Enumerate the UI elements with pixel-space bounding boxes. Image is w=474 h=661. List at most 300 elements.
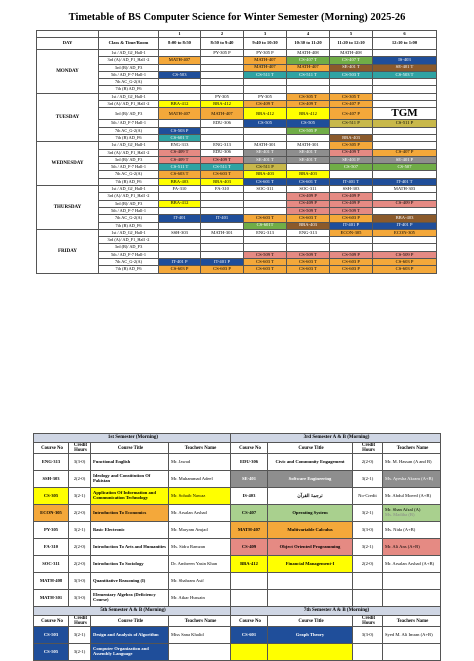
course-cell: PY-305 <box>201 93 244 100</box>
course-title: Basic Electronic <box>91 522 169 539</box>
course-cell <box>330 127 373 134</box>
day-label: MONDAY <box>37 50 99 94</box>
course-cell <box>330 79 373 86</box>
course-cell: CS-409 T <box>287 101 330 108</box>
course-cell <box>159 64 201 71</box>
course-cell: SOC-311 <box>244 186 287 193</box>
day-label: FRIDAY <box>37 229 99 273</box>
teacher-name: Mr. Shan Afzal (A) Ms. Madiha (B) <box>383 505 441 522</box>
course-row <box>34 539 441 556</box>
course-cell <box>330 171 373 178</box>
teacher-name: Mr. Arsalan Arshad (A+B) <box>383 556 441 573</box>
course-cell: IT-401 <box>201 215 244 222</box>
course-cell: CS-603 P <box>159 266 201 273</box>
course-cell: CS-603 P <box>330 266 373 273</box>
credit-hours: 3(3-0) <box>69 590 91 607</box>
course-cell <box>373 193 437 200</box>
course-cell <box>201 71 244 78</box>
column-header: Credit Hours <box>69 616 91 627</box>
course-cell <box>244 127 287 134</box>
header-blank <box>37 31 99 38</box>
course-cell: CS-503 <box>159 71 201 78</box>
course-cell: IS-403 <box>373 57 437 64</box>
course-cell <box>159 86 201 93</box>
course-cell: CS-601 T <box>159 134 201 141</box>
teacher-name: Ms. Sidra Ramzan <box>169 539 231 556</box>
course-cell: BBA-403 <box>287 171 330 178</box>
course-title <box>268 590 353 607</box>
course-cell: CS-407 P <box>330 101 373 108</box>
course-cell: SOC-311 <box>287 186 330 193</box>
course-cell <box>373 86 437 93</box>
course-title: Elementary Algebra (Deficiency Course) <box>91 590 169 607</box>
course-cell <box>244 237 287 244</box>
class-room-cell: 3rd (B)/ AD_F3 <box>99 108 159 120</box>
course-title: Object Oriented Programming <box>268 539 353 556</box>
class-room-cell: 5th / AD_F-7 Hall-1 <box>99 120 159 127</box>
course-cell <box>244 134 287 141</box>
course-row <box>34 522 441 539</box>
class-room-cell: 3rd (B)/ AD_F3 <box>99 244 159 251</box>
semester-title: 3rd Semester A & B (Morning) <box>231 434 441 443</box>
course-cell <box>201 134 244 141</box>
course-cell: CS-603 T <box>159 171 201 178</box>
course-cell: IT-401 T <box>330 178 373 185</box>
course-cell: IT-401 P <box>201 259 244 266</box>
credit-hours <box>353 590 383 607</box>
teacher-name: Syed M. Ali Imran (A+B) <box>383 627 441 644</box>
semester-title: 7th Semester A & B (Morning) <box>231 607 441 616</box>
day-label: TUESDAY <box>37 93 99 141</box>
course-cell: CS-409 T <box>201 156 244 163</box>
course-no: SSH-303 <box>34 471 69 488</box>
course-no: ECON-305 <box>34 505 69 522</box>
course-cell <box>201 64 244 71</box>
course-title: Operating System <box>268 505 353 522</box>
course-cell <box>373 237 437 244</box>
course-cell <box>159 50 201 57</box>
course-cell <box>287 164 330 171</box>
teacher-name: Mr. Abdul Moeed (A+B) <box>383 488 441 505</box>
course-cell: SE-401 P <box>373 156 437 163</box>
course-cell: BBA-412 <box>287 108 330 120</box>
class-room-cell: 7th AC_G-2(A) <box>99 127 159 134</box>
credit-hours: 3(3-0) <box>353 627 383 644</box>
course-cell: SE-401 T <box>330 64 373 71</box>
course-cell <box>287 237 330 244</box>
course-cell: CS-603 T <box>244 266 287 273</box>
course-cell: MATH-301 <box>244 142 287 149</box>
timetable <box>36 30 437 274</box>
course-row <box>34 627 441 644</box>
course-no: MATH-301 <box>34 590 69 607</box>
course-cell <box>373 101 437 108</box>
course-cell: BBA-412 <box>159 200 201 207</box>
period-time: 8:50 to 9:40 <box>201 38 244 50</box>
teacher-name: Mr. Sohaib Nawaz <box>169 488 231 505</box>
course-cell <box>201 200 244 207</box>
course-cell: ENG-313 <box>201 142 244 149</box>
course-cell <box>159 222 201 229</box>
course-cell: CS-511 T <box>244 71 287 78</box>
course-cell: CS-603 P <box>373 259 437 266</box>
course-cell: BBA-403 <box>373 215 437 222</box>
class-room-cell: 3rd (B)/ AD_F3 <box>99 156 159 163</box>
class-room-cell: 7th (B) AD_F6 <box>99 266 159 273</box>
teacher-name: Mr. M. Hassan (A and B) <box>383 454 441 471</box>
course-title: Ideology and Constitution Of Pakistan <box>91 471 169 488</box>
course-cell <box>201 207 244 214</box>
table-row <box>37 142 437 149</box>
class-room-cell: 7th (B) AD_F6 <box>99 222 159 229</box>
course-cell <box>373 142 437 149</box>
course-cell: CS-511 T <box>159 164 201 171</box>
course-cell: CS-601 T <box>244 178 287 185</box>
course-title: Computer Organization and Assembly Language <box>91 644 169 661</box>
class-room-cell: 1st / AD_GJ_Hall-1 <box>99 50 159 57</box>
course-cell <box>373 93 437 100</box>
tgm-label: TGM <box>373 108 437 120</box>
course-cell <box>287 86 330 93</box>
course-cell: CS-409 P <box>330 193 373 200</box>
course-cell <box>373 134 437 141</box>
semester-title: 1st Semester (Morning) <box>34 434 231 443</box>
column-header: Credit Hours <box>69 443 91 454</box>
course-cell <box>159 193 201 200</box>
course-cell: CS-601 T <box>287 178 330 185</box>
credit-hours: 3(2-1) <box>69 644 91 661</box>
course-cell <box>373 171 437 178</box>
period-time: 10:30 to 11:20 <box>287 38 330 50</box>
course-cell: CS-409 P <box>373 200 437 207</box>
column-header-row <box>34 616 441 627</box>
course-no: ENG-313 <box>34 454 69 471</box>
class-room-cell: 1st / AD_GJ_Hall-1 <box>99 93 159 100</box>
course-cell <box>373 207 437 214</box>
course-no: PY-305 <box>34 522 69 539</box>
teacher-name: Mr. Muhammad Adeel <box>169 471 231 488</box>
course-title: Application Of Information and Communication Technology <box>91 488 169 505</box>
course-cell: SSH-303 <box>330 186 373 193</box>
course-cell: BBA-412 <box>244 108 287 120</box>
course-cell: BBA-403 <box>330 134 373 141</box>
class-room-cell: 3rd (A)/ AD_F1_Hall -2 <box>99 101 159 108</box>
teacher-name <box>383 573 441 590</box>
course-cell: IT-401 T <box>373 178 437 185</box>
page-title: Timetable of BS Computer Science for Winter Semester (Morning) 2025-26 <box>68 12 406 23</box>
table-row <box>37 50 437 57</box>
class-room-cell: 7th (B) AD_F6 <box>99 178 159 185</box>
course-title: Introduction To Arts and Humanities <box>91 539 169 556</box>
course-cell: SE-401 T <box>244 149 287 156</box>
teacher-name: Mr. Arsalan Arshad <box>169 505 231 522</box>
course-title: Design and Analysis of Algorithm <box>91 627 169 644</box>
course-cell: MATH-407 <box>201 108 244 120</box>
course-cell <box>330 244 373 251</box>
course-cell: SE-401 T <box>287 156 330 163</box>
course-no: FA-310 <box>34 539 69 556</box>
credit-hours: 2(2-0) <box>69 539 91 556</box>
course-cell: FA-310 <box>201 186 244 193</box>
course-cell <box>244 193 287 200</box>
course-cell: CS-511 T <box>287 71 330 78</box>
class-room-cell: 3rd (A)/ AD_F1_Hall -2 <box>99 149 159 156</box>
course-title: Multivariable Calculus <box>268 522 353 539</box>
semester-header-row <box>34 434 441 443</box>
course-cell <box>244 86 287 93</box>
column-header: Credit Hours <box>353 443 383 454</box>
header-blank <box>99 31 159 38</box>
course-cell: MATH-407 <box>159 108 201 120</box>
credit-hours: 3(2-1) <box>353 539 383 556</box>
course-cell: CS-603 T <box>287 266 330 273</box>
course-title: Graph Theory <box>268 627 353 644</box>
credit-hours <box>353 644 383 661</box>
course-cell <box>201 222 244 229</box>
course-cell: MATH-301 <box>201 229 244 236</box>
course-cell: CS-603 T <box>244 215 287 222</box>
course-cell <box>159 79 201 86</box>
course-cell: CS-407 T <box>330 57 373 64</box>
class-room-cell: 3rd (B)/ AD_F3 <box>99 64 159 71</box>
course-title: ترجمۃ القرآن <box>268 488 353 505</box>
teacher-name: Mr. Atkar Hussain <box>169 590 231 607</box>
course-cell <box>244 244 287 251</box>
column-header: Teachers Name <box>169 616 231 627</box>
class-room-cell: 7th AC_G-2(A) <box>99 79 159 86</box>
course-cell: FA-310 <box>159 186 201 193</box>
teacher-name: Miss Sana Khalid <box>169 627 231 644</box>
column-header-row <box>34 443 441 454</box>
course-cell <box>373 79 437 86</box>
credit-hours: 2(2-0) <box>353 454 383 471</box>
course-cell: BBA-412 <box>159 101 201 108</box>
teacher-name <box>383 590 441 607</box>
course-cell <box>287 79 330 86</box>
course-title: Civic and Community Engagement <box>268 454 353 471</box>
column-header: Teachers Name <box>169 443 231 454</box>
course-cell: CS-507 <box>330 164 373 171</box>
course-row <box>34 573 441 590</box>
course-cell: PY-305 P <box>244 50 287 57</box>
course-no <box>231 590 268 607</box>
course-title: Introduction To Sociology <box>91 556 169 573</box>
semester-title: 5th Semester A & B (Morning) <box>34 607 231 616</box>
teacher-name: Ms. Nida (A+B) <box>383 522 441 539</box>
teacher-name-secondary: Ms. Madiha (B) <box>385 512 415 518</box>
course-cell <box>373 50 437 57</box>
period-number: 4 <box>287 31 330 38</box>
course-cell: MATH-408 <box>330 50 373 57</box>
course-cell: CS-305 T <box>287 93 330 100</box>
course-cell: PY-305 P <box>201 50 244 57</box>
course-cell <box>159 244 201 251</box>
day-label: WEDNESDAY <box>37 142 99 186</box>
course-cell: ENG-313 <box>159 142 201 149</box>
course-no <box>231 644 268 661</box>
course-cell: CS-603 P <box>330 259 373 266</box>
course-cell: CS-409 T <box>244 101 287 108</box>
course-cell: CS-409 T <box>159 156 201 163</box>
column-header: Course Title <box>268 443 353 454</box>
course-cell: CS-505 <box>244 120 287 127</box>
course-title <box>268 573 353 590</box>
course-cell: MATH-407 <box>287 64 330 71</box>
course-cell: IT-401 P <box>373 222 437 229</box>
credit-hours: 3(2-1) <box>353 471 383 488</box>
course-no: CS-601 <box>231 627 268 644</box>
credit-hours: 2(2-0) <box>69 471 91 488</box>
course-cell <box>287 134 330 141</box>
course-cell: CS-603 P <box>330 215 373 222</box>
course-cell: CS-603 T <box>244 259 287 266</box>
course-cell <box>201 193 244 200</box>
period-number: 2 <box>201 31 244 38</box>
column-header: Teachers Name <box>383 616 441 627</box>
class-room-cell: 1st / AD_GJ_Hall-1 <box>99 142 159 149</box>
course-cell: MATH-408 <box>287 50 330 57</box>
teacher-name: Mr. Shahram Asif <box>169 573 231 590</box>
credit-hours: 3(2-1) <box>69 627 91 644</box>
class-room-cell: 3rd (A)/ AD_F1_Hall -2 <box>99 193 159 200</box>
credit-hours: 3(2-1) <box>353 505 383 522</box>
course-cell: IT-401 P <box>330 222 373 229</box>
course-no: SE-401 <box>231 471 268 488</box>
course-cell: CS-511 T <box>201 164 244 171</box>
course-cell: CS-603 T <box>287 215 330 222</box>
table-row <box>37 186 437 193</box>
period-number: 5 <box>330 31 373 38</box>
course-cell: CS-409 P <box>287 200 330 207</box>
period-time: 9:40 to 10:30 <box>244 38 287 50</box>
course-cell <box>373 127 437 134</box>
course-cell <box>159 93 201 100</box>
course-no: BBA-412 <box>231 556 268 573</box>
course-cell: CS-511 P <box>330 120 373 127</box>
course-cell <box>244 200 287 207</box>
course-cell: MATH-407 <box>159 57 201 64</box>
course-row <box>34 471 441 488</box>
course-cell <box>330 237 373 244</box>
course-cell: SE-401 P <box>330 156 373 163</box>
course-cell: EDU-306 <box>201 120 244 127</box>
course-cell: IT-401 <box>159 215 201 222</box>
course-cell: MATH-303 <box>373 186 437 193</box>
credit-hours: 3(3-0) <box>69 573 91 590</box>
course-row <box>34 644 441 661</box>
class-room-header: Class & Time/Room <box>99 38 159 50</box>
course-cell <box>201 237 244 244</box>
header-row-numbers <box>37 31 437 38</box>
course-cell <box>201 251 244 258</box>
class-room-cell: 5th / AD_F-7 Hall-1 <box>99 71 159 78</box>
course-cell: CS-509 T <box>287 207 330 214</box>
table-row <box>37 93 437 100</box>
class-room-cell: 5th / AD_F-7 Hall-1 <box>99 207 159 214</box>
course-title: Introduction To Economics <box>91 505 169 522</box>
course-cell: MATH-301 <box>287 142 330 149</box>
header-row-times <box>37 38 437 50</box>
course-cell <box>201 79 244 86</box>
course-cell <box>159 120 201 127</box>
course-cell: IT-401 P <box>159 259 201 266</box>
course-no: CS-305 <box>34 488 69 505</box>
course-cell <box>201 244 244 251</box>
course-cell: ECON-305 <box>330 229 373 236</box>
course-cell: BBA-403 <box>244 171 287 178</box>
course-cell: CS-503 T <box>373 71 437 78</box>
course-row <box>34 556 441 573</box>
course-cell: CS-509 T <box>287 251 330 258</box>
teacher-name: Mr. Jawad <box>169 454 231 471</box>
column-header: Course No <box>34 616 69 627</box>
course-cell: CS-603 P <box>373 266 437 273</box>
column-header: Course No <box>231 616 268 627</box>
day-header: DAY <box>37 38 99 50</box>
class-room-cell: 1st / AD_GJ_Hall-1 <box>99 229 159 236</box>
course-cell: CS-511 P <box>244 164 287 171</box>
class-room-cell: 3rd (B)/ AD_F3 <box>99 200 159 207</box>
teacher-name: Mr. Ali Ans (A+B) <box>383 539 441 556</box>
course-cell: CS-505 <box>287 120 330 127</box>
course-table <box>33 433 441 661</box>
course-cell <box>201 57 244 64</box>
course-row <box>34 505 441 522</box>
course-cell: CS-409 T <box>330 149 373 156</box>
course-cell: CS-409 T <box>159 149 201 156</box>
course-cell: CS-601T <box>244 222 287 229</box>
course-no: CS-505 <box>34 644 69 661</box>
column-header: Credit Hours <box>353 616 383 627</box>
course-no: MATH-407 <box>231 522 268 539</box>
course-cell: BBA-403 <box>159 178 201 185</box>
course-cell: MATH-407 <box>244 57 287 64</box>
course-cell <box>244 207 287 214</box>
credit-hours: 3(2-1) <box>69 522 91 539</box>
course-no: MATH-408 <box>34 573 69 590</box>
course-cell: CS-407 P <box>330 108 373 120</box>
column-header: Course Title <box>91 616 169 627</box>
course-cell: BBA-412 <box>201 101 244 108</box>
teacher-name <box>383 644 441 661</box>
course-no: CS-503 <box>34 627 69 644</box>
class-room-cell: 7th (B) AD_F6 <box>99 134 159 141</box>
course-cell: BBA-403 <box>201 178 244 185</box>
course-cell: CS-305 T <box>330 93 373 100</box>
course-cell: CS-505 P <box>287 127 330 134</box>
class-room-cell: 5th / AD_F-7 Hall-1 <box>99 251 159 258</box>
semester-header-row <box>34 607 441 616</box>
credit-hours: 2(2-0) <box>69 556 91 573</box>
course-cell <box>244 79 287 86</box>
course-cell: CS-507 <box>373 164 437 171</box>
credit-hours: 2(2-0) <box>353 556 383 573</box>
course-cell: SE-401 T <box>287 149 330 156</box>
course-title: Financial Management-I <box>268 556 353 573</box>
course-cell: SSH-303 <box>159 229 201 236</box>
course-no: SOC-311 <box>34 556 69 573</box>
course-cell: CS-603 T <box>287 259 330 266</box>
course-cell: PY-305 <box>244 93 287 100</box>
course-cell: CS-409 P <box>287 193 330 200</box>
course-title: Functional English <box>91 454 169 471</box>
credit-hours: 2(2-0) <box>69 505 91 522</box>
class-room-cell: 3rd (A)/ AD_F1_Hall -2 <box>99 57 159 64</box>
class-room-cell: 3rd (A)/ AD_F1_Hall -2 <box>99 237 159 244</box>
period-time: 8:00 to 8:50 <box>159 38 201 50</box>
course-no <box>231 573 268 590</box>
period-time: 11:20 to 12:10 <box>330 38 373 50</box>
